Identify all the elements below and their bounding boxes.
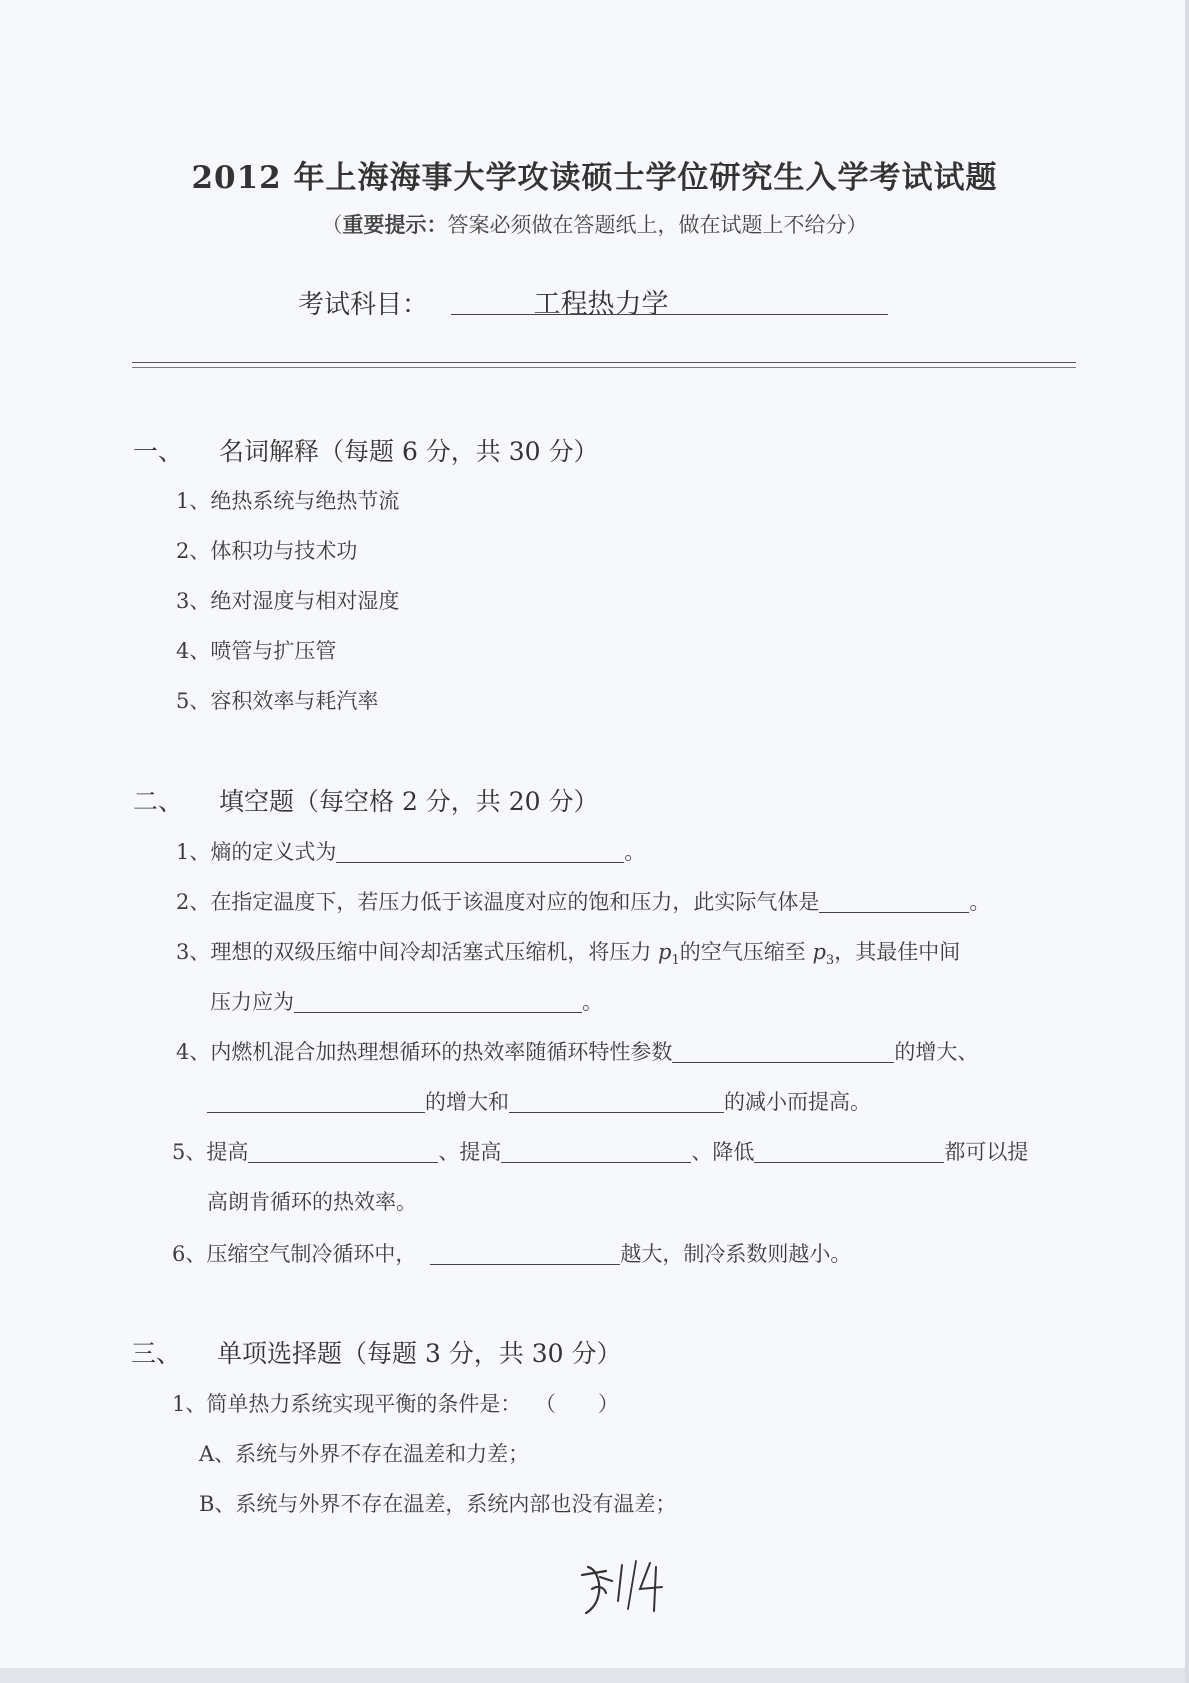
mc-q1-text: 1、简单热力系统实现平衡的条件是： — [172, 1392, 522, 1416]
mc-option-a[interactable]: A、系统与外界不存在温差和力差； — [199, 1442, 530, 1466]
fill-q3-text: 3、理想的双级压缩中间冷却活塞式压缩机，将压力 — [176, 940, 652, 964]
header-divider — [132, 362, 1076, 363]
fill-question-4-cont — [207, 1086, 871, 1116]
exam-title: 2012 年上海海事大学攻读硕士学位研究生入学考试试题 — [191, 160, 998, 196]
fill-q2-end: 。 — [969, 890, 991, 914]
fill-question-3-cont — [210, 986, 603, 1016]
fill-q2-text: 2、在指定温度下，若压力低于该温度对应的饱和压力，此实际气体是 — [176, 890, 820, 914]
fill-q3b-end: 。 — [582, 990, 603, 1014]
fill-q5-blank-3[interactable] — [754, 1140, 944, 1163]
mc-question-1 — [172, 1388, 619, 1418]
notice-open: （ — [321, 213, 343, 237]
term-item-1: 1、绝热系统与绝热节流 — [176, 489, 400, 513]
subject-underline — [451, 314, 888, 315]
section-1-number: 一、 — [133, 437, 184, 466]
fill-q5-text: 5、提高 — [172, 1140, 249, 1164]
section-3-title: 单项选择题（每题 3 分，共 30 分） — [217, 1339, 622, 1368]
subject-value: 工程热力学 — [533, 289, 669, 320]
fill-q3-p3-symbol: p — [812, 940, 826, 964]
fill-q5-blank-2[interactable] — [501, 1140, 691, 1163]
fill-q1-end: 。 — [624, 840, 646, 864]
important-notice — [0, 209, 1189, 239]
scan-bottom-edge — [0, 1668, 1189, 1683]
mc-q1-answer-paren[interactable]: （ ） — [545, 1392, 619, 1416]
fill-q4-blank-1[interactable] — [672, 1040, 894, 1063]
mc-option-b[interactable]: B、系统与外界不存在温差，系统内部也没有温差； — [199, 1492, 677, 1516]
fill-q6-text: 6、压缩空气制冷循环中， — [172, 1242, 417, 1266]
fill-q5-text-3: 、降低 — [691, 1140, 755, 1164]
fill-q5-text-2: 、提高 — [438, 1140, 502, 1164]
fill-q4b-text-end: 的减小而提高。 — [724, 1090, 871, 1114]
fill-q3-text-mid: 的空气压缩至 — [679, 940, 806, 964]
header-divider-secondary — [132, 367, 1076, 368]
fill-q3-text-end: ，其最佳中间 — [834, 940, 961, 964]
notice-label: 重要提示： — [342, 212, 448, 237]
fill-question-6 — [172, 1238, 851, 1268]
fill-q3-p1-symbol: p — [658, 940, 672, 964]
fill-q2-blank[interactable] — [819, 890, 969, 913]
fill-q4-text: 4、内燃机混合加热理想循环的热效率随循环特性参数 — [176, 1040, 673, 1064]
fill-q3-p3-subscript: 3 — [825, 953, 835, 969]
section-3-heading — [131, 1334, 622, 1370]
term-item-4: 4、喷管与扩压管 — [176, 639, 337, 663]
term-item-2: 2、体积功与技术功 — [176, 539, 358, 563]
fill-question-4 — [176, 1036, 978, 1066]
section-2-title: 填空题（每空格 2 分，共 20 分） — [219, 787, 599, 816]
fill-q6-text-end: 越大，制冷系数则越小。 — [620, 1242, 852, 1266]
handwritten-page-number — [578, 1553, 678, 1623]
fill-question-2 — [176, 886, 990, 916]
fill-q3-blank[interactable] — [294, 990, 582, 1013]
section-1-heading — [133, 432, 599, 468]
notice-text: 答案必须做在答题纸上，做在试题上不给分） — [447, 213, 868, 237]
term-item-5: 5、容积效率与耗汽率 — [176, 689, 379, 713]
fill-q4-blank-3[interactable] — [509, 1090, 724, 1113]
fill-q1-blank[interactable] — [336, 840, 624, 863]
fill-q3-p1-subscript: 1 — [671, 953, 680, 969]
fill-question-5-cont: 高朗肯循环的热效率。 — [207, 1190, 417, 1214]
fill-q6-blank[interactable] — [430, 1242, 620, 1265]
fill-q4b-text: 的增大和 — [425, 1090, 509, 1114]
fill-q3b-text: 压力应为 — [210, 990, 294, 1014]
fill-question-5 — [172, 1136, 1028, 1166]
section-1-title: 名词解释（每题 6 分，共 30 分） — [219, 437, 599, 466]
fill-q5-text-4: 都可以提 — [944, 1140, 1029, 1164]
fill-q4-text-end: 的增大、 — [894, 1040, 979, 1064]
fill-question-1 — [176, 836, 645, 866]
section-3-number: 三、 — [131, 1339, 182, 1368]
scan-right-edge — [1185, 0, 1189, 1683]
section-2-heading — [133, 782, 599, 818]
fill-q1-text: 1、熵的定义式为 — [176, 840, 337, 864]
fill-q4-blank-2[interactable] — [207, 1090, 425, 1113]
subject-label: 考试科目： — [298, 290, 429, 320]
section-2-number: 二、 — [133, 787, 184, 816]
fill-q5-blank-1[interactable] — [248, 1140, 438, 1163]
term-item-3: 3、绝对湿度与相对湿度 — [176, 589, 400, 613]
fill-question-3 — [176, 936, 960, 968]
